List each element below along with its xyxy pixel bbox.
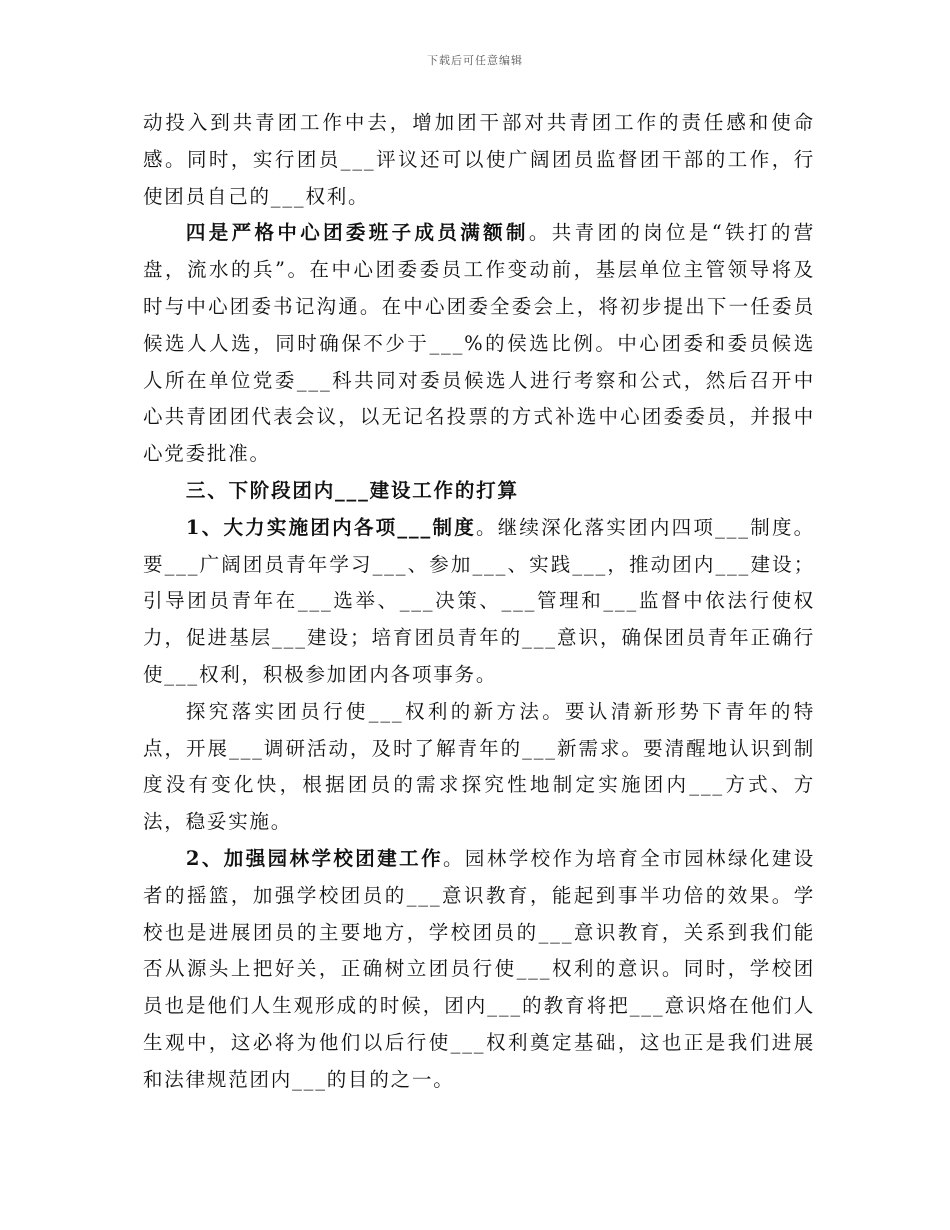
document-body	[143, 105, 815, 1099]
paragraph-text: 。共青团的岗位是“铁打的营盘，流水的兵”。在中心团委委员工作变动前，基层单位主管领导将及时与中心团委书记沟通。在中心团委全委会上，将初步提出下一任委员候选人人选，同时确保不少于___%的侯选比例。中心团委和委员候选人所在单位党委___科共同对委员候选人进行考察和公式，然后召开中心共青团团代表会议，以无记名投票的方式补选中心团委委员，并报中心党委批准。	[143, 221, 815, 466]
paragraph-text: 探究落实团员行使___权利的新方法。要认清新形势下青年的特点，开展___调研活动，及时了解青年的___新需求。要清醒地认识到制度没有变化快，根据团员的需求探究性地制定实施团内___方式、方法，稳妥实施。	[143, 699, 815, 834]
paragraph-bold-lead: 四是严格中心团委班子成员满额制	[185, 221, 529, 245]
section-heading	[143, 473, 815, 510]
paragraph-explore-methods	[143, 694, 815, 841]
page-header: 下载后可任意编辑	[427, 54, 523, 67]
paragraph-item-one	[143, 510, 815, 694]
paragraph-text: 。园林学校作为培育全市园林绿化建设者的摇篮，加强学校团员的___意识教育，能起到事半功倍的效果。学校也是进展团员的主要地方，学校团员的___意识教育，关系到我们能否从源头上把好关，正确树立团员行使___权利的意识。同时，学校团员也是他们人生观形成的时候，团内___的教育将把___意识烙在他们人生观中，这必将为他们以后行使___权利奠定基础，这也正是我们进展和法律规范团内___的目的之一。	[143, 846, 816, 1091]
paragraph-item-two	[143, 841, 815, 1099]
paragraph-bold-lead: 2、加强园林学校团建工作	[185, 846, 443, 870]
paragraph-text: 动投入到共青团工作中去，增加团干部对共青团工作的责任感和使命感。同时，实行团员___评议还可以使广阔团员监督团干部的工作，行使团员自己的___权利。	[143, 111, 815, 208]
paragraph-point-four	[143, 215, 815, 473]
paragraph-continuation	[143, 105, 815, 215]
section-heading-text: 三、下阶段团内___建设工作的打算	[185, 478, 519, 502]
paragraph-text: 。继续深化落实团内四项___制度。要___广阔团员青年学习___、参加___、实践___，推动团内___建设；引导团员青年在___选举、___决策、___管理和___监督中依法行使权力，促进基层___建设；培育团员青年的___意识，确保团员青年正确行使___权利，积极参加团内各项事务。	[143, 515, 815, 686]
paragraph-bold-lead: 1、大力实施团内各项___制度	[185, 515, 476, 539]
